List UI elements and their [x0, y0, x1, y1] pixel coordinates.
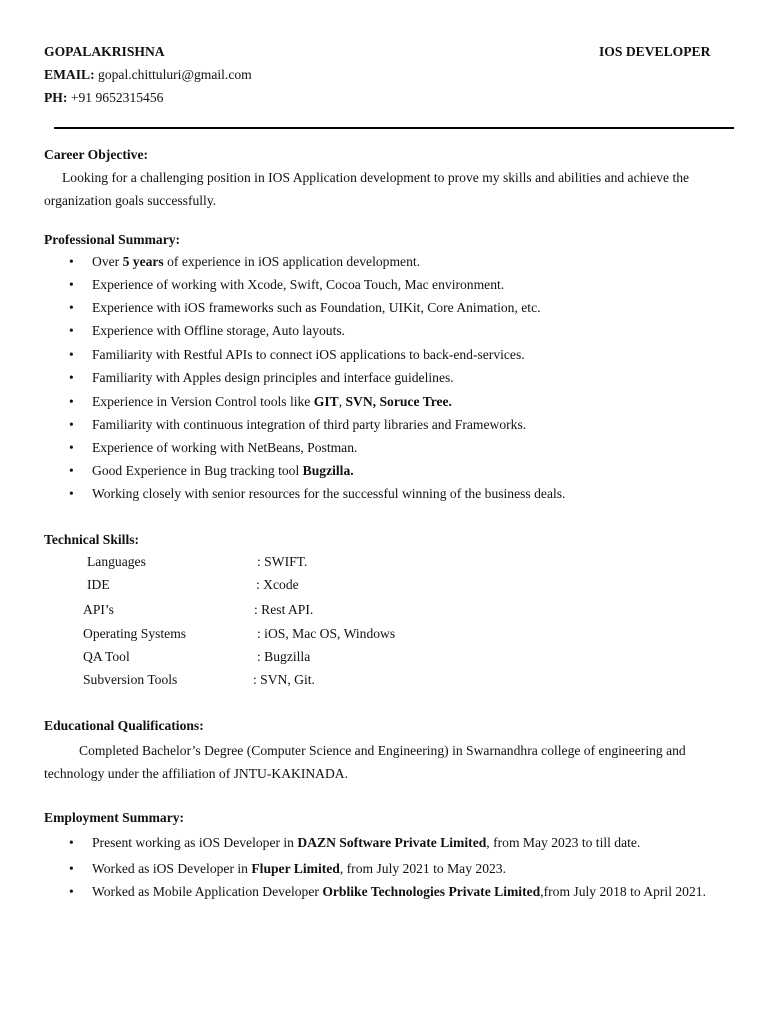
skill-label: Subversion Tools — [83, 672, 178, 687]
bullet-icon: • — [69, 861, 74, 876]
summary-item — [92, 323, 345, 339]
skill-value: : Xcode — [256, 577, 299, 592]
employment-item — [92, 857, 717, 880]
skill-label: API’s — [83, 602, 114, 617]
summary-item — [92, 486, 565, 502]
career-objective-text: Looking for a challenging position in IOS Application development to prove my skills and abilities and achieve the organization goals successfully. — [44, 170, 690, 208]
education-heading: Educational Qualifications: — [44, 718, 204, 733]
skill-label: QA Tool — [83, 649, 130, 664]
summary-bold: GIT — [313, 394, 339, 409]
summary-item — [92, 277, 504, 293]
professional-summary-heading: Professional Summary: — [44, 232, 181, 247]
summary-text: of experience in iOS application development. — [163, 254, 421, 269]
bullet-icon: • — [69, 300, 74, 315]
summary-text: Working closely with senior resources for the successful winning of the business deals. — [92, 486, 566, 501]
summary-text: Experience of working with NetBeans, Postman. — [92, 440, 358, 455]
email-value: gopal.chittuluri@gmail.com — [98, 67, 252, 82]
bullet-icon: • — [69, 370, 74, 385]
summary-text: Experience with Offline storage, Auto layouts. — [92, 323, 346, 338]
skill-label: Languages — [87, 554, 146, 569]
skill-label: IDE — [87, 577, 110, 592]
bullet-icon: • — [69, 323, 74, 338]
bullet-icon: • — [69, 347, 74, 362]
email-line — [44, 67, 252, 83]
summary-item — [92, 370, 454, 386]
summary-bold: 5 years — [122, 254, 164, 269]
skill-value: : SWIFT. — [257, 554, 308, 569]
bullet-icon: • — [69, 440, 74, 455]
summary-text: Familiarity with Apples design principles and interface guidelines. — [92, 370, 454, 385]
summary-item — [92, 394, 452, 410]
summary-item — [92, 254, 420, 270]
summary-bold: Bugzilla. — [302, 463, 354, 478]
skill-value: : SVN, Git. — [253, 672, 315, 687]
employment-item — [92, 831, 717, 854]
header-divider — [54, 127, 734, 129]
employment-company: DAZN Software Private Limited — [297, 835, 487, 850]
employment-company: Fluper Limited — [251, 861, 340, 876]
summary-item — [92, 463, 354, 479]
skill-value: : Bugzilla — [257, 649, 311, 664]
employment-text: , from July 2021 to May 2023. — [339, 861, 506, 876]
technical-skills-heading: Technical Skills: — [44, 532, 140, 547]
summary-item — [92, 300, 541, 316]
bullet-icon: • — [69, 394, 74, 409]
bullet-icon: • — [69, 417, 74, 432]
summary-item — [92, 440, 357, 456]
employment-item — [92, 880, 717, 903]
summary-bold: SVN, Soruce Tree. — [345, 394, 452, 409]
bullet-icon: • — [69, 254, 74, 269]
employment-text: Worked as Mobile Application Developer — [92, 884, 323, 899]
summary-item — [92, 347, 525, 363]
employment-company: Orblike Technologies Private Limited — [322, 884, 541, 899]
employment-text: Present working as iOS Developer in — [92, 835, 298, 850]
summary-text: Over — [92, 254, 123, 269]
summary-text: Familiarity with Restful APIs to connect iOS applications to back-end-services. — [92, 347, 525, 362]
summary-item — [92, 417, 526, 433]
summary-text: , — [338, 394, 346, 409]
summary-text: Good Experience in Bug tracking tool — [92, 463, 303, 478]
skill-label: Operating Systems — [83, 626, 187, 641]
bullet-icon: • — [69, 486, 74, 501]
bullet-icon: • — [69, 884, 74, 899]
phone-line — [44, 90, 163, 106]
bullet-icon: • — [69, 463, 74, 478]
phone-label: PH: — [44, 90, 68, 105]
bullet-icon: • — [69, 835, 74, 850]
bullet-icon: • — [69, 277, 74, 292]
summary-text: Experience in Version Control tools like — [92, 394, 314, 409]
phone-value: +91 9652315456 — [70, 90, 164, 105]
summary-text: Experience with iOS frameworks such as Foundation, UIKit, Core Animation, etc. — [92, 300, 541, 315]
email-label: EMAIL: — [44, 67, 95, 82]
summary-text: Familiarity with continuous integration of third party libraries and Frameworks. — [92, 417, 527, 432]
employment-text: ,from July 2018 to April 2021. — [540, 884, 706, 899]
employment-text: , from May 2023 to till date. — [486, 835, 641, 850]
job-title: IOS DEVELOPER — [599, 44, 711, 59]
employment-heading: Employment Summary: — [44, 810, 185, 825]
employment-text: Worked as iOS Developer in — [92, 861, 252, 876]
career-objective-heading: Career Objective: — [44, 147, 149, 162]
education-text: Completed Bachelor’s Degree (Computer Science and Engineering) in Swarnandhra college of engineering and technology under the affiliation of JNTU-KAKINADA. — [44, 743, 686, 781]
summary-text: Experience of working with Xcode, Swift, Cocoa Touch, Mac environment. — [92, 277, 505, 292]
candidate-name: GOPALAKRISHNA — [44, 44, 165, 59]
skill-value: : iOS, Mac OS, Windows — [257, 626, 396, 641]
skill-value: : Rest API. — [254, 602, 314, 617]
